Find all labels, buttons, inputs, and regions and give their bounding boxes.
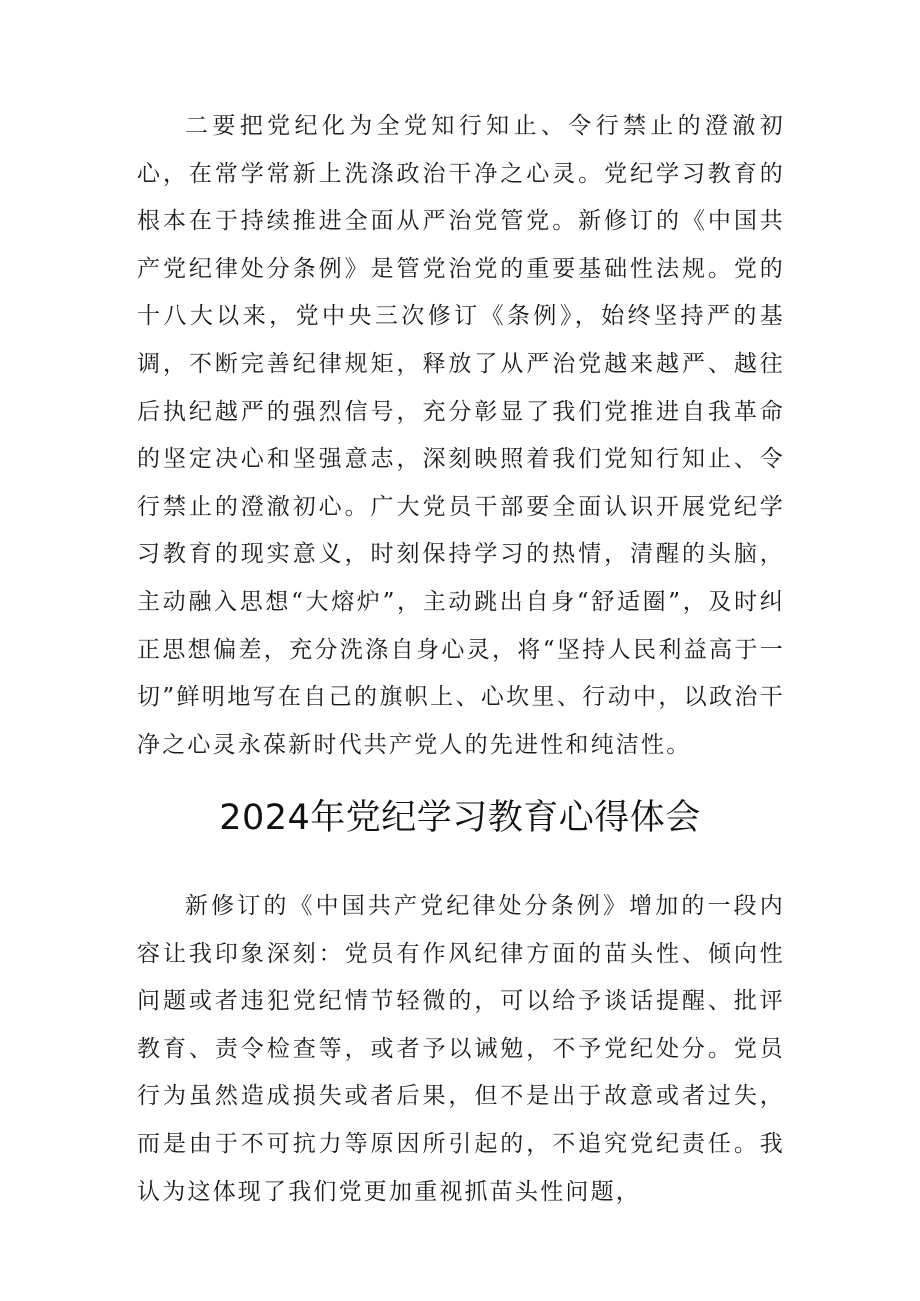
body-paragraph-2: 新修订的《中国共产党纪律处分条例》增加的一段内容让我印象深刻：党员有作风纪律方面的苗头性、倾向性问题或者违犯党纪情节轻微的，可以给予谈话提醒、批评教育、责令检查等，或者予以诫勉，不予党纪处分。党员行为虽然造成损失或者后果，但不是出于故意或者过失，而是由于不可抗力等原因所引起的，不追究党纪责任。我认为这体现了我们党更加重视抓苗头性问题，	[137, 893, 785, 1205]
document-title: 2024年党纪学习教育心得体会	[219, 798, 701, 838]
body-paragraph-1: 二要把党纪化为全党知行知止、令行禁止的澄澈初心，在常学常新上洗涤政治干净之心灵。党纪学习教育的根本在于持续推进全面从严治党管党。新修订的《中国共产党纪律处分条例》是管党治党的重要基础性法规。党的十八大以来，党中央三次修订《条例》，始终坚持严的基调，不断完善纪律规矩，释放了从严治党越来越严、越往后执纪越严的强烈信号，充分彰显了我们党推进自我革命的坚定决心和坚强意志，深刻映照着我们党知行知止、令行禁止的澄澈初心。广大党员干部要全面认识开展党纪学习教育的现实意义，时刻保持学习的热情，清醒的头脑，主动融入思想“大熔炉”，主动跳出自身“舒适圈”，及时纠正思想偏差，充分洗涤自身心灵，将“坚持人民利益高于一切”鲜明地写在自己的旗帜上、心坎里、行动中，以政治干净之心灵永葆新时代共产党人的先进性和纯洁性。	[137, 113, 785, 758]
